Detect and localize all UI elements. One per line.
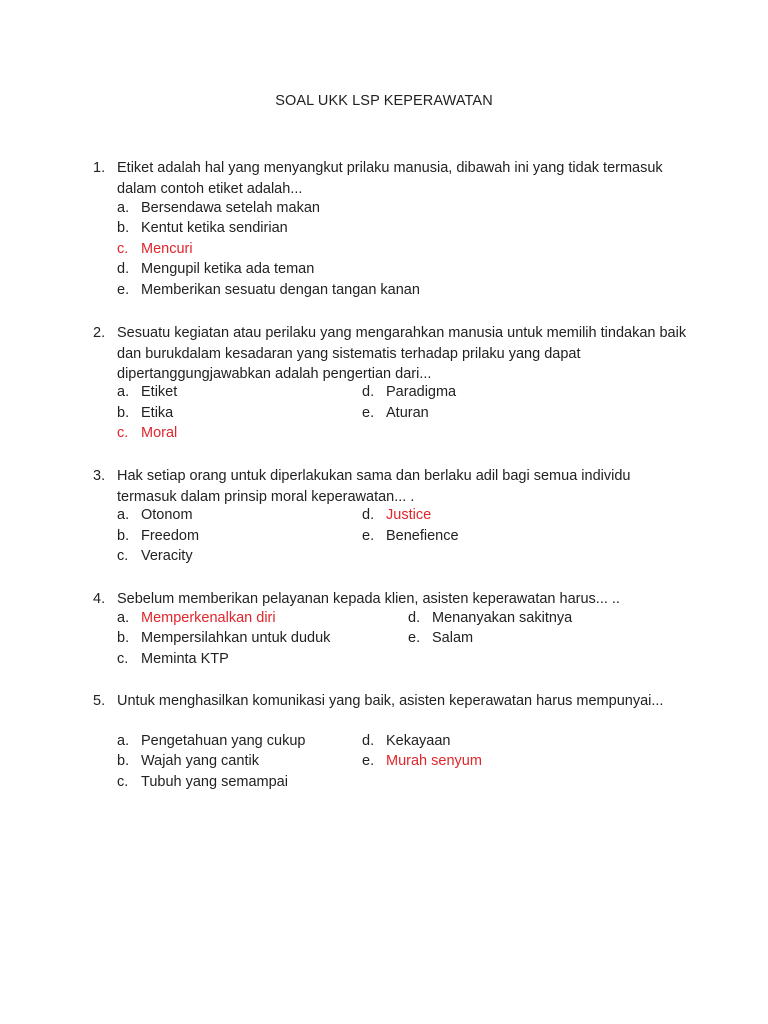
option-5d: d. Kekayaan (362, 733, 451, 749)
question-number: 1. (93, 160, 106, 176)
page-title: SOAL UKK LSP KEPERAWATAN (275, 93, 493, 109)
option-1a: a. Bersendawa setelah makan (117, 200, 320, 216)
question-text: Sebelum memberikan pelayanan kepada klien, asisten keperawatan harus... .. (117, 591, 620, 607)
option-1e: e. Memberikan sesuatu dengan tangan kanan (117, 282, 420, 298)
option-2e: e. Aturan (362, 405, 429, 421)
option-2d: d. Paradigma (362, 384, 457, 400)
option-5a: a. Pengetahuan yang cukup (117, 733, 306, 749)
option-1b: b. Kentut ketika sendirian (117, 220, 288, 236)
question-text: Etiket adalah hal yang menyangkut prilaku manusia, dibawah ini yang tidak termasuk dalam contoh etiket adalah... (117, 160, 663, 197)
option-3e: e. Benefience (362, 528, 459, 544)
question-number: 2. (93, 325, 106, 341)
option-5e: e. Murah senyum (362, 753, 482, 769)
question-text: Sesuatu kegiatan atau perilaku yang mengarahkan manusia untuk memilih tindakan baik dan burukdalam kesadaran yang sistematis terhadap prilaku yang dapat dipertanggungjawabkan adalah pengertian dari... (117, 325, 687, 382)
option-1c: c. Mencuri (117, 241, 193, 257)
option-3a: a. Otonom (117, 507, 193, 523)
option-3c: c. Veracity (117, 548, 193, 564)
option-4d: d. Menanyakan sakitnya (408, 610, 573, 626)
option-2b: b. Etika (117, 405, 174, 421)
option-2c: c. Moral (117, 425, 178, 441)
question-3 (93, 466, 693, 507)
option-4b: b. Mempersilahkan untuk duduk (117, 630, 331, 646)
question-text: Hak setiap orang untuk diperlakukan sama dan berlaku adil bagi semua individu termasuk dalam prinsip moral keperawatan... . (117, 468, 631, 505)
option-2a: a. Etiket (117, 384, 178, 400)
option-5b: b. Wajah yang cantik (117, 753, 259, 769)
option-3d: d. Justice (362, 507, 432, 523)
option-3b: b. Freedom (117, 528, 200, 544)
question-number: 3. (93, 468, 106, 484)
option-4c: c. Meminta KTP (117, 651, 229, 667)
option-5c: c. Tubuh yang semampai (117, 774, 288, 790)
question-number: 5. (93, 693, 106, 709)
option-4a: a. Memperkenalkan diri (117, 610, 276, 626)
question-text: Untuk menghasilkan komunikasi yang baik, asisten keperawatan harus mempunyai... (117, 693, 664, 709)
option-1d: d. Mengupil ketika ada teman (117, 261, 315, 277)
question-5 (93, 691, 693, 712)
option-4e: e. Salam (408, 630, 474, 646)
question-2 (93, 323, 693, 385)
question-4 (93, 589, 693, 610)
question-1 (93, 158, 693, 199)
question-number: 4. (93, 591, 106, 607)
